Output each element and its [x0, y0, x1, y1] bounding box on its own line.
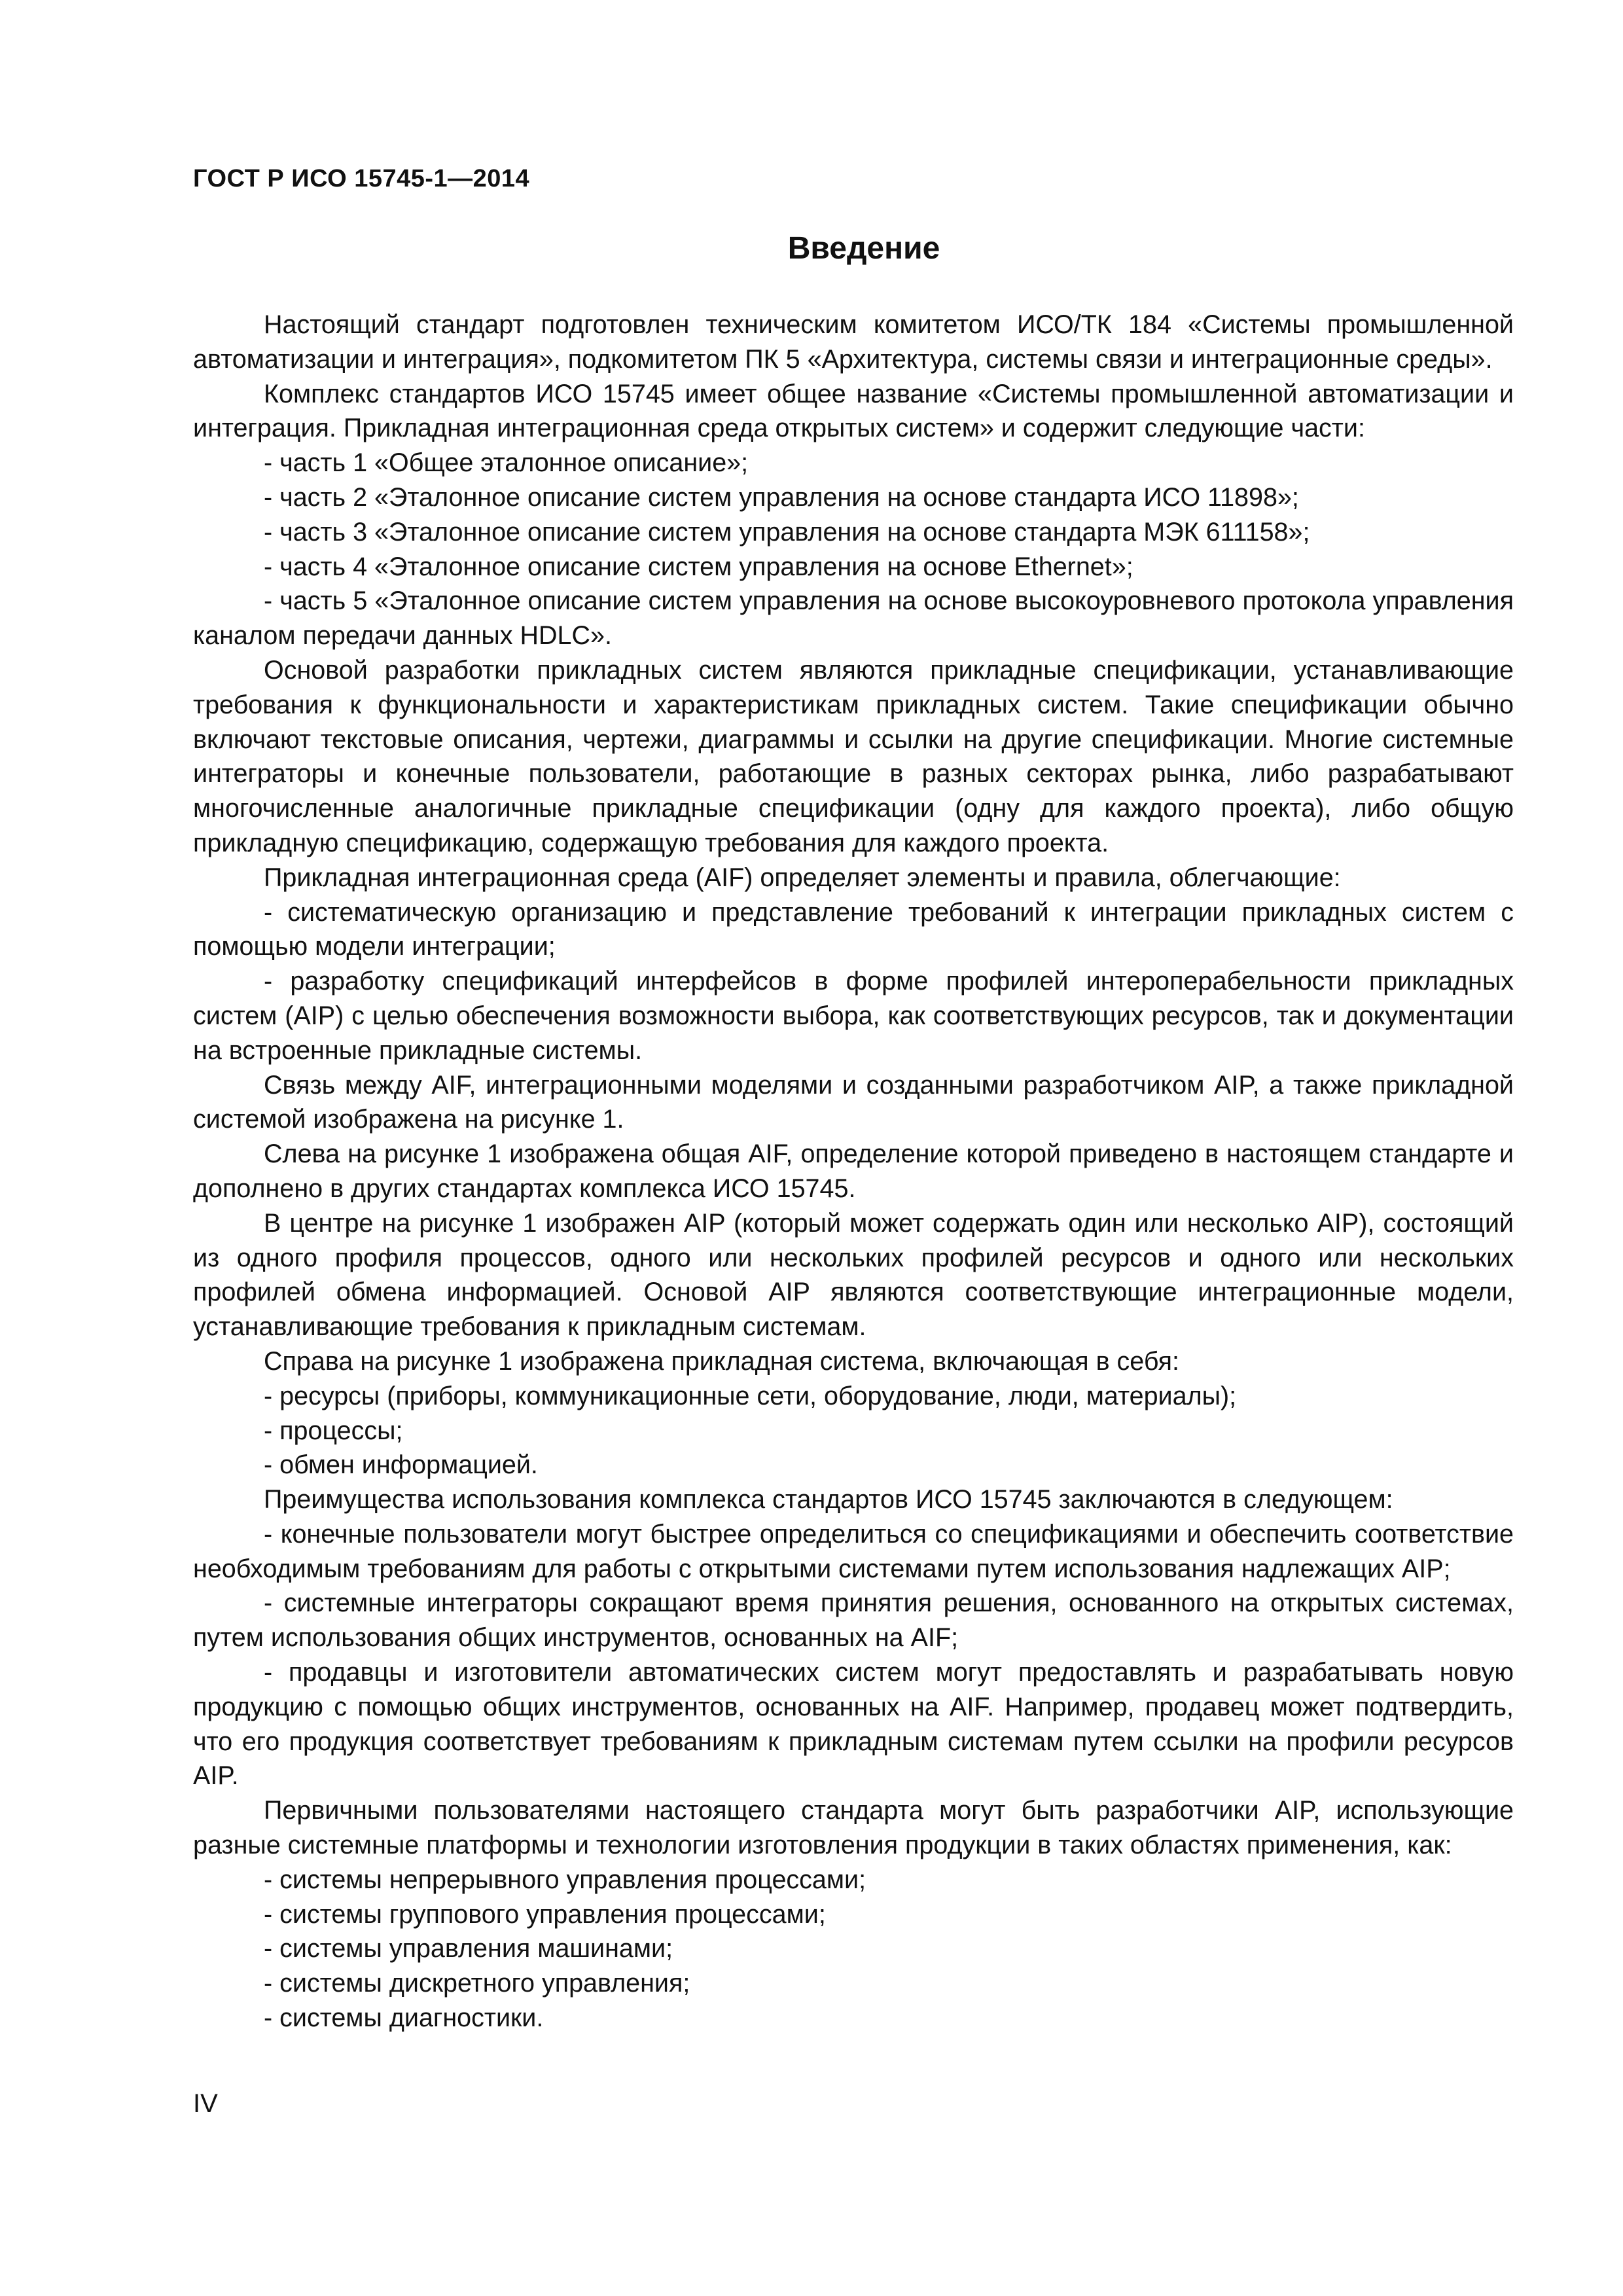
page-number: IV: [193, 2089, 218, 2118]
paragraph: Комплекс стандартов ИСО 15745 имеет общее название «Системы промышленной автоматизации и интеграция. Прикладная интеграционная среда открытых систем» и содержит следующие части:: [193, 379, 1514, 443]
paragraph: Справа на рисунке 1 изображена прикладная система, включающая в себя:: [264, 1346, 1179, 1376]
list-item: - системы управления машинами;: [264, 1934, 673, 1964]
list-item: - часть 3 «Эталонное описание систем управления на основе стандарта МЭК 611158»;: [264, 517, 1310, 547]
paragraph: Связь между AIF, интеграционными моделями и созданными разработчиком AIP, а также прикладной системой изображена на рисунке 1.: [193, 1070, 1514, 1134]
list-item: - разработку спецификаций интерфейсов в форме профилей интероперабельности прикладных систем (AIP) с целью обеспечения возможности выбора, как соответствующих ресурсов, так и документации на встроенные прикладные системы.: [193, 967, 1514, 1065]
list-item: - процессы;: [264, 1416, 403, 1445]
list-item: - системы группового управления процессами;: [264, 1899, 826, 1929]
list-item: - системы дискретного управления;: [264, 1969, 690, 1998]
list-item: - системы диагностики.: [264, 2003, 544, 2033]
list-item: - часть 2 «Эталонное описание систем управления на основе стандарта ИСО 11898»;: [264, 482, 1299, 512]
paragraph: Первичными пользователями настоящего стандарта могут быть разработчики AIP, использующие разные системные платформы и технологии изготовления продукции в таких областях применения, как:: [193, 1796, 1514, 1860]
body-text: [193, 308, 1514, 2036]
list-item: - обмен информацией.: [264, 1450, 538, 1480]
list-item: - систематическую организацию и представление требований к интеграции прикладных систем с помощью модели интеграции;: [193, 897, 1514, 961]
list-item: - продавцы и изготовители автоматических систем могут предоставлять и разрабатывать новую продукцию с помощью общих инструментов, основанных на AIF. Например, продавец может подтвердить, что его продукция соответствует требованиям к прикладным системам путем ссылки на профили ресурсов AIP.: [193, 1658, 1514, 1791]
list-item: - часть 4 «Эталонное описание систем управления на основе Ethernet»;: [264, 552, 1133, 581]
paragraph: Преимущества использования комплекса стандартов ИСО 15745 заключаются в следующем:: [264, 1485, 1393, 1515]
list-item: - часть 5 «Эталонное описание систем управления на основе высокоуровневого протокола управления каналом передачи данных HDLC».: [193, 586, 1514, 651]
paragraph: Основой разработки прикладных систем являются прикладные спецификации, устанавливающие требования к функциональности и характеристикам прикладных систем. Такие спецификации обычно включают текстовые описания, чертежи, диаграммы и ссылки на другие спецификации. Многие системные интеграторы и конечные пользователи, работающие в разных секторах рынка, либо разрабатывают многочисленные аналогичные прикладные спецификации (одну для каждого проекта), либо общую прикладную спецификацию, содержащую требования для каждого проекта.: [193, 655, 1514, 857]
list-item: - конечные пользователи могут быстрее определиться со спецификациями и обеспечить соответствие необходимым требованиям для работы с открытыми системами путем использования надлежащих AIP;: [193, 1519, 1514, 1583]
section-title: Введение: [787, 231, 940, 266]
paragraph: Прикладная интеграционная среда (AIF) определяет элементы и правила, облегчающие:: [264, 863, 1341, 892]
paragraph: В центре на рисунке 1 изображен AIP (который может содержать один или несколько AIP), состоящий из одного профиля процессов, одного или нескольких профилей ресурсов и одного или нескольких профилей обмена информацией. Основой AIP являются соответствующие интеграционные модели, устанавливающие требования к прикладным системам.: [193, 1208, 1514, 1342]
list-item: - ресурсы (приборы, коммуникационные сети, оборудование, люди, материалы);: [264, 1381, 1237, 1410]
list-item: - часть 1 «Общее эталонное описание»;: [264, 448, 749, 478]
paragraph: Настоящий стандарт подготовлен техническим комитетом ИСО/ТК 184 «Системы промышленной автоматизации и интеграция», подкомитетом ПК 5 «Архитектура, системы связи и интеграционные среды».: [193, 310, 1514, 374]
paragraph: Слева на рисунке 1 изображена общая AIF, определение которой приведено в настоящем стандарте и дополнено в других стандартах комплекса ИСО 15745.: [193, 1139, 1514, 1203]
list-item: - системы непрерывного управления процессами;: [264, 1865, 866, 1894]
list-item: - системные интеграторы сокращают время принятия решения, основанного на открытых системах, путем использования общих инструментов, основанных на AIF;: [193, 1588, 1514, 1653]
document-code: ГОСТ Р ИСО 15745-1—2014: [193, 165, 530, 192]
